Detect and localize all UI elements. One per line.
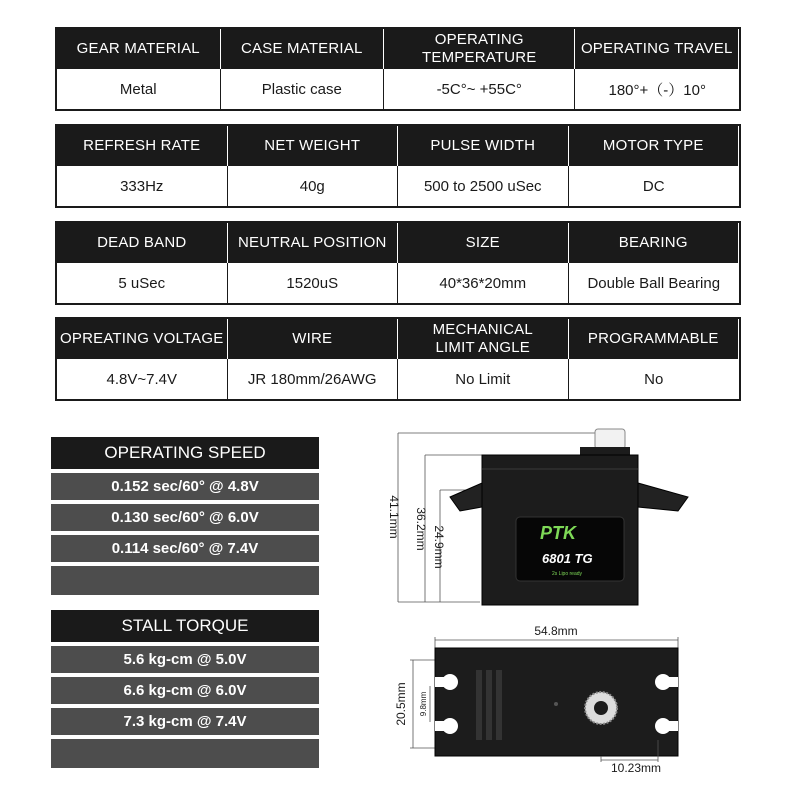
spec-value: 180°+（-）10° [608, 81, 706, 99]
spec-value: JR 180mm/26AWG [228, 359, 399, 399]
torque-row: 6.6 kg-cm @ 6.0V [51, 677, 319, 704]
spec-table-3 [55, 221, 741, 305]
dim-hole: 9.8mm [419, 691, 428, 717]
spec-table-4 [55, 317, 741, 401]
spec-value: Metal [57, 69, 221, 109]
spec-table-2 [55, 124, 741, 208]
spec-value: Double Ball Bearing [587, 274, 721, 292]
dim-width: 20.5mm [394, 682, 408, 726]
spec-header: GEAR MATERIAL [57, 29, 221, 69]
spec-header: MECHANICAL LIMIT ANGLE [398, 319, 569, 359]
dim-length: 54.8mm [534, 624, 578, 638]
dim-spacing: 10.23mm [610, 761, 662, 775]
dim-mount-height: 24.9mm [432, 525, 446, 569]
spec-header: CASE MATERIAL [221, 29, 385, 69]
stall-torque-panel [51, 610, 319, 768]
label-tag: 2s Lipo ready [552, 571, 583, 577]
spec-value: No [644, 370, 664, 388]
spec-header: OPERATING TRAVEL [575, 29, 739, 69]
operating-speed-panel [51, 437, 319, 595]
speed-row: 0.114 sec/60° @ 7.4V [51, 535, 319, 562]
spec-header: NEUTRAL POSITION [228, 223, 399, 263]
spec-value: 1520uS [228, 263, 399, 303]
spec-header: NET WEIGHT [228, 126, 399, 166]
dim-total-height: 41.1mm [387, 495, 401, 539]
spec-header: BEARING [569, 223, 740, 263]
label-model: 6801 TG [542, 551, 593, 566]
servo-top-view [388, 620, 708, 780]
dim-body-height: 36.2mm [414, 507, 428, 551]
spec-table-1 [55, 27, 741, 111]
spec-value: Plastic case [221, 69, 385, 109]
spec-value: No Limit [398, 359, 569, 399]
speed-row-empty [51, 566, 319, 595]
spec-header: PROGRAMMABLE [569, 319, 740, 359]
operating-speed-title: OPERATING SPEED [51, 437, 319, 469]
torque-row: 5.6 kg-cm @ 5.0V [51, 646, 319, 673]
spec-value: 40*36*20mm [398, 263, 569, 303]
torque-row-empty [51, 739, 319, 768]
spec-value: -5C°~ +55C° [384, 69, 575, 109]
spec-header: PULSE WIDTH [398, 126, 569, 166]
spec-header: REFRESH RATE [57, 126, 228, 166]
spec-header: OPERATING TEMPERATURE [384, 29, 575, 69]
speed-row: 0.130 sec/60° @ 6.0V [51, 504, 319, 531]
stall-torque-title: STALL TORQUE [51, 610, 319, 642]
torque-row: 7.3 kg-cm @ 7.4V [51, 708, 319, 735]
spec-header: SIZE [398, 223, 569, 263]
spec-value: 333Hz [57, 166, 228, 206]
spec-header: OPREATING VOLTAGE [57, 319, 228, 359]
spec-value: 5 uSec [57, 263, 228, 303]
spec-header: WIRE [228, 319, 399, 359]
spec-value: 4.8V~7.4V [57, 359, 228, 399]
spec-value: DC [642, 177, 665, 195]
spec-value: 500 to 2500 uSec [398, 166, 569, 206]
spec-header: DEAD BAND [57, 223, 228, 263]
label-brand: PTK [540, 523, 576, 543]
spec-value: 40g [228, 166, 399, 206]
speed-row: 0.152 sec/60° @ 4.8V [51, 473, 319, 500]
spec-header: MOTOR TYPE [569, 126, 740, 166]
servo-side-view [380, 425, 710, 610]
